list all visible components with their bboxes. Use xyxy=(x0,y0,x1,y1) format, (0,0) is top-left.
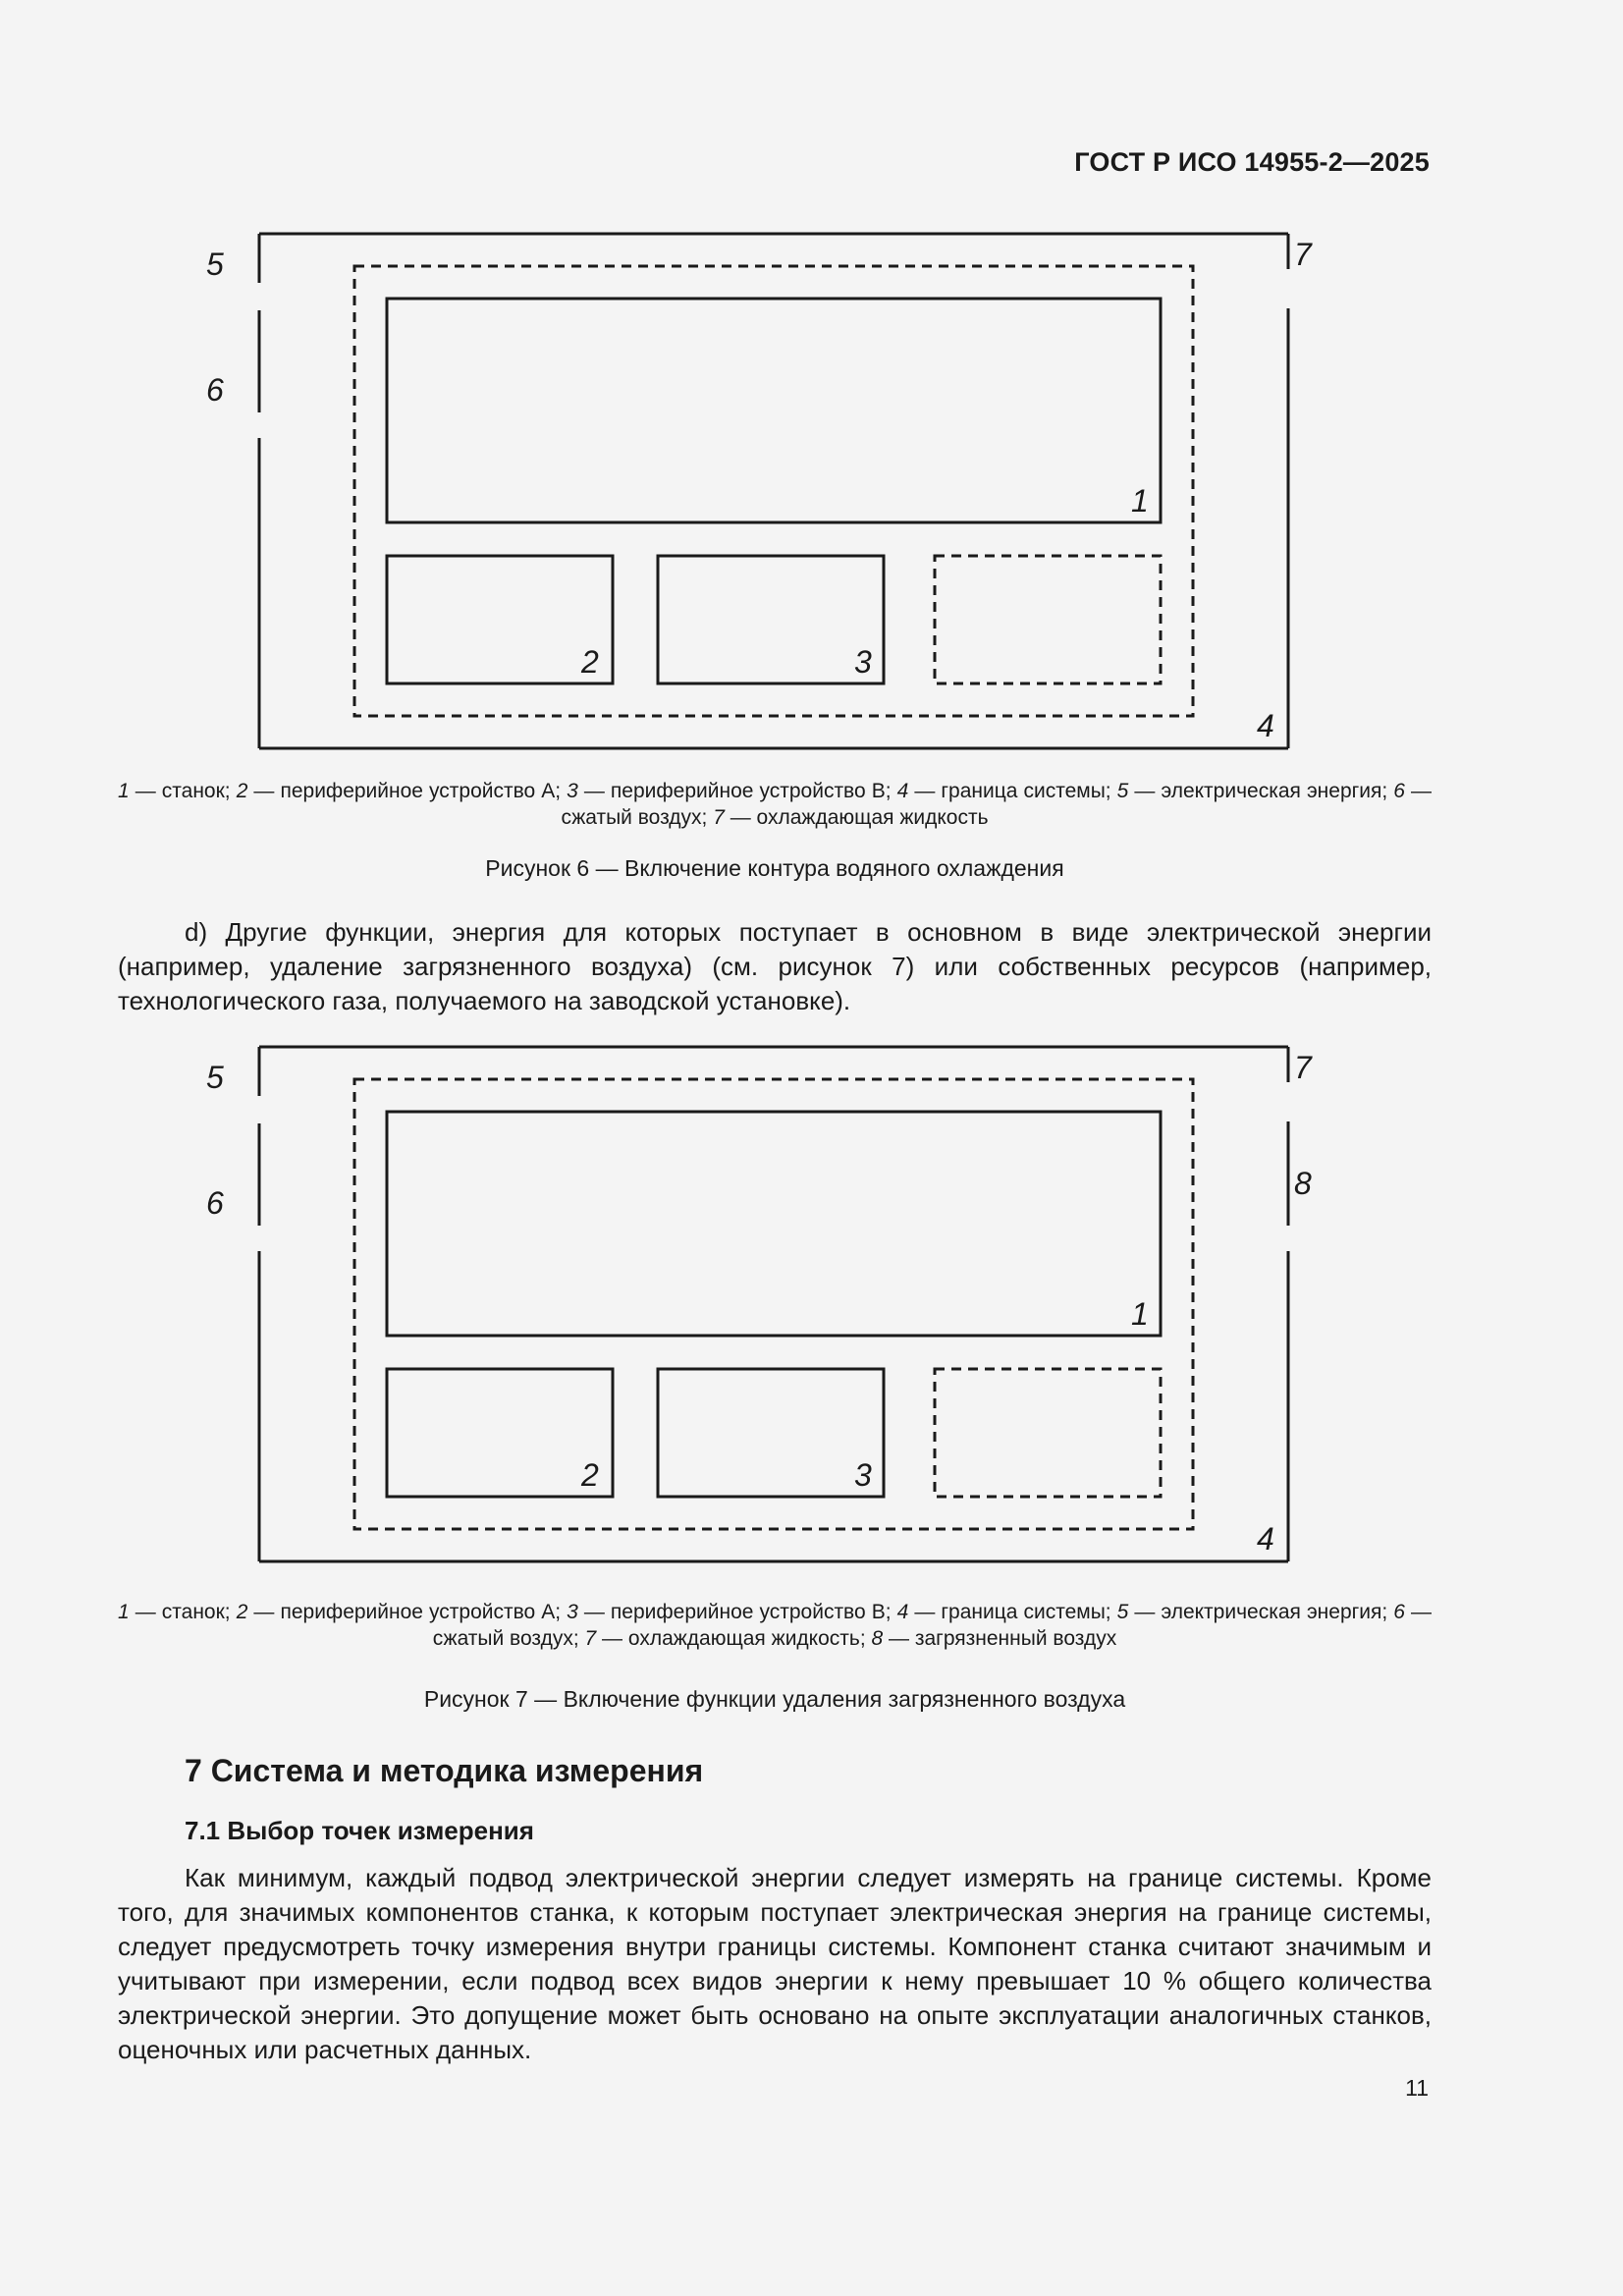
legend-text: — периферийное устройство A; xyxy=(247,780,568,802)
legend-number: 7 xyxy=(713,806,725,829)
legend-text: — периферийное устройство A; xyxy=(247,1601,568,1623)
legend-text: — периферийное устройство B; xyxy=(577,780,897,802)
label-2: 2 xyxy=(581,1457,599,1493)
label-7: 7 xyxy=(1294,237,1312,272)
figure-6-legend xyxy=(118,778,1432,831)
machine-box xyxy=(387,299,1161,522)
legend-number: 6 xyxy=(1393,1601,1405,1623)
page-number: 11 xyxy=(1405,2075,1429,2101)
figure-7-diagram xyxy=(177,1039,1335,1569)
label-8: 8 xyxy=(1294,1166,1312,1201)
additional-function-box xyxy=(935,1369,1161,1497)
legend-number: 1 xyxy=(118,1601,130,1623)
peripheral-b-box xyxy=(658,1369,884,1497)
legend-text: — сжатый воздух; xyxy=(561,780,1432,829)
legend-text: — электрическая энергия; xyxy=(1128,1601,1394,1623)
figure-6-caption: Рисунок 6 — Включение контура водяного охлаждения xyxy=(485,855,1064,881)
figure-7-caption: Рисунок 7 — Включение функции удаления загрязненного воздуха xyxy=(423,1686,1126,1712)
subsection-title: 7.1 Выбор точек измерения xyxy=(185,1816,534,1845)
legend-number: 1 xyxy=(118,780,130,802)
legend-text: — сжатый воздух; xyxy=(432,1601,1432,1650)
figure-6-diagram xyxy=(177,226,1335,756)
machine-dashed-boundary xyxy=(354,1079,1193,1529)
legend-number: 4 xyxy=(896,1601,909,1623)
machine-box xyxy=(387,1112,1161,1336)
legend-number: 3 xyxy=(567,1601,578,1623)
label-3: 3 xyxy=(854,644,872,680)
peripheral-b-box xyxy=(658,556,884,683)
legend-number: 7 xyxy=(584,1627,597,1650)
figure-7-svg xyxy=(177,1039,1335,1569)
legend-text: — станок; xyxy=(129,1601,237,1623)
label-2: 2 xyxy=(581,644,599,680)
legend-number: 6 xyxy=(1393,780,1405,802)
legend-text: — электрическая энергия; xyxy=(1128,780,1394,802)
label-4: 4 xyxy=(1257,1521,1274,1557)
machine-dashed-boundary xyxy=(354,266,1193,716)
peripheral-a-box xyxy=(387,1369,613,1497)
legend-text: — загрязненный воздух xyxy=(883,1627,1117,1650)
paragraph-d: d) Другие функции, энергия для которых поступает в основном в виде электрической энергии (например, удаление загрязненного воздуха) (см. рисунок 7) или собственных ресурсов (например, технологического газа, получаемого на заводской установке). xyxy=(118,917,1432,1015)
legend-text: — станок; xyxy=(129,780,237,802)
legend-number: 4 xyxy=(896,780,909,802)
label-1: 1 xyxy=(1131,483,1149,519)
label-5: 5 xyxy=(206,246,224,282)
section-body: Как минимум, каждый подвод электрической энергии следует измерять на границе системы. Кроме того, для значимых компонентов станка, к которым поступает электрическая энергия на границе системы, следует предусмотреть точку измерения внутри границы системы. Компонент станка считают значимым и учитывают при измерении, если подвод всех видов энергии к нему превышает 10 % общего количества электрической энергии. Это допущение может быть основано на опыте эксплуатации аналогичных станков, оценочных или расчетных данных. xyxy=(118,1863,1432,2064)
label-4: 4 xyxy=(1257,708,1274,743)
legend-text: — граница системы; xyxy=(908,1601,1117,1623)
section-title: 7 Система и методика измерения xyxy=(185,1753,704,1788)
label-6: 6 xyxy=(206,372,224,408)
peripheral-a-box xyxy=(387,556,613,683)
legend-text: — граница системы; xyxy=(908,780,1117,802)
label-3: 3 xyxy=(854,1457,872,1493)
label-6: 6 xyxy=(206,1185,224,1221)
label-7: 7 xyxy=(1294,1050,1312,1085)
label-1: 1 xyxy=(1131,1296,1149,1332)
legend-number: 5 xyxy=(1116,780,1129,802)
legend-text: — периферийное устройство B; xyxy=(577,1601,897,1623)
figure-7-legend xyxy=(118,1599,1432,1652)
legend-number: 3 xyxy=(567,780,578,802)
legend-number: 2 xyxy=(236,1601,248,1623)
additional-function-box xyxy=(935,556,1161,683)
label-5: 5 xyxy=(206,1060,224,1095)
legend-text: — охлаждающая жидкость; xyxy=(596,1627,872,1650)
legend-number: 5 xyxy=(1116,1601,1129,1623)
legend-number: 8 xyxy=(871,1627,884,1650)
legend-number: 2 xyxy=(236,780,248,802)
figure-6-svg xyxy=(177,226,1335,756)
legend-text: — охлаждающая жидкость xyxy=(724,806,989,829)
standard-header: ГОСТ Р ИСО 14955-2—2025 xyxy=(1074,147,1430,177)
